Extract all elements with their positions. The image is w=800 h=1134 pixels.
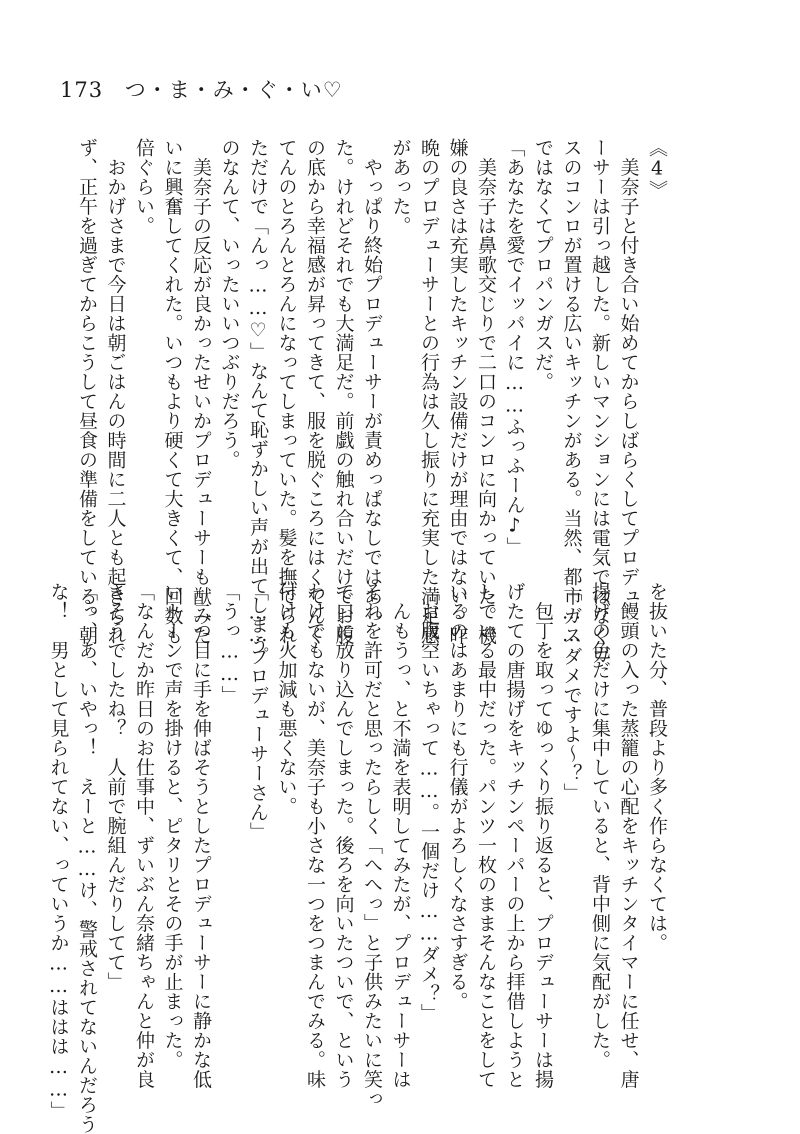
text-column: があった。: [389, 138, 412, 236]
text-column: 「あなたを愛でイッパイに……ふっふーん♪」: [503, 138, 526, 557]
text-column: 「なんだか昨日のお仕事中、ずいぶん奈緒ちゃんと仲が良: [133, 582, 155, 1089]
text-column: な！ 男として見られてない、っていうか……ははは……」: [47, 582, 70, 1121]
text-column: 《4》: [646, 138, 668, 200]
text-column: た。けれどそれでも大満足だ。前戯の触れ合いだけでお腹: [332, 138, 355, 645]
page-number: 173: [60, 78, 104, 102]
text-column: 嫌の良さは充実したキッチン設備だけが理由ではない。昨: [446, 138, 469, 645]
text-column: 美奈子と付き合い始めてからしばらくしてプロデュ: [617, 138, 640, 606]
text-column: 「……プロデューサーさん」: [247, 582, 269, 842]
text-column: 晩のプロデューサーとの行為は久し振りに充実した満足感: [418, 138, 440, 645]
text-column: 二つ目に手を伸ばそうとしたプロデューサーに静かな低: [190, 582, 212, 1089]
text-column: 「うっ……」: [218, 582, 241, 705]
text-column: んもうっ、と不満を表明してみたが、プロデューサーは: [389, 582, 412, 1089]
running-header: [60, 74, 343, 104]
text-column: いトーンで声を掛けると、ピタリとその手が止まった。: [161, 582, 184, 1070]
text-column: 「お腹空いちゃって……。一個だけ……ダメ？」: [418, 582, 440, 1023]
text-column: いに興奮してくれた。いつもより硬くて大きくて、回数も: [161, 138, 184, 645]
text-column: 饅頭の入った蒸籠の心配をキッチンタイマーに任せ、唐: [617, 582, 640, 1089]
text-column: の底から幸福感が昇ってきて、服を脱ぐころにはくてんく: [304, 138, 326, 645]
lower-text-block: [0, 582, 800, 1134]
text-column: 揚げの色だけに集中していると、背中側に気配がした。: [589, 582, 611, 1070]
text-column: 「っ、あ、いやっ！ えーと……け、警戒されてないんだろう: [76, 582, 98, 1134]
text-column: げたての唐揚げをキッチンペーパーの上から拝借しようと: [503, 582, 526, 1089]
text-column: 倍ぐらい。: [133, 138, 155, 236]
chapter-title: つ・ま・み・ぐ・い♡: [124, 78, 343, 102]
text-column: 「……ダメですよ～？」: [560, 582, 583, 803]
text-column: 付けも火加減も悪くない。: [275, 582, 298, 816]
text-column: いるのはあまりにも行儀がよろしくなさすぎる。: [446, 582, 469, 1011]
text-column: 美奈子の反応が良かったせいかプロデューサーも猷みた: [190, 138, 212, 645]
text-column: ただけで「んっ……♡」なんて恥ずかしい声が出てしまう: [247, 138, 269, 654]
text-column: さそうでしたね？ 人前で腕組んだりしてて」: [104, 582, 127, 992]
text-column: スのコンロが置ける広いキッチンがある。当然、都市ガス: [560, 138, 583, 645]
text-column: てんのとろんとろんになってしまっていた。髪を撫でられ: [275, 138, 298, 645]
text-column: それを許可だと思ったらしく「へへっ」と子供みたいに笑っ: [361, 582, 383, 1109]
text-column: おかげさまで今日は朝ごはんの時間に二人とも起きられ: [104, 138, 127, 645]
text-column: 美奈子は鼻歌交じりで二口のコンロに向かっていた。機: [475, 138, 497, 645]
text-column: 包丁を取ってゆっくり振り返ると、プロデューサーは揚: [532, 582, 554, 1089]
text-column: て口に放り込んでしまった。後ろを向いたついで、という: [332, 582, 355, 1089]
text-column: している最中だった。パンツ一枚のままそんなことをして: [475, 582, 497, 1089]
text-column: ーサーは引っ越した。新しいマンションには電気ではなくガ: [589, 138, 611, 665]
text-column: ず、正午を過ぎてからこうして昼食の準備をしている。朝: [76, 138, 98, 645]
text-column: わけでもないが、美奈子も小さな一つをつまんでみる。味: [304, 582, 326, 1089]
text-column: やっぱり終始プロデューサーが責めっぱなしではあっ: [361, 138, 383, 626]
text-column: を抜いた分、普段より多く作らなくては。: [646, 582, 668, 953]
text-column: のなんて、いったいいつぶりだろう。: [218, 138, 241, 470]
text-column: ではなくてプロパンガスだ。: [532, 138, 554, 392]
